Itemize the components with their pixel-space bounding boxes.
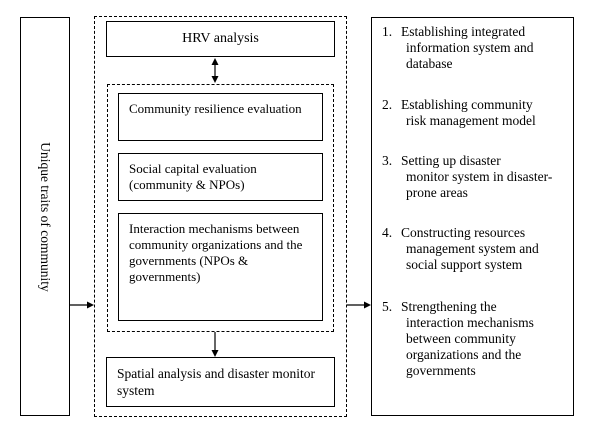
outcome-item bbox=[382, 153, 572, 201]
spatial-analysis-box bbox=[106, 357, 335, 407]
outcome-number: 4. bbox=[382, 225, 393, 240]
outcome-continuation: information system and database bbox=[406, 40, 534, 71]
outcome-item bbox=[382, 299, 572, 379]
outcome-first-line: Establishing community bbox=[401, 97, 533, 112]
outcome-continuation: management system and social support system bbox=[406, 241, 539, 272]
spatial-analysis-label: Spatial analysis and disaster monitor system bbox=[117, 366, 315, 398]
outcome-number: 3. bbox=[382, 153, 393, 168]
outcomes-box bbox=[371, 17, 574, 416]
outcome-first-line: Setting up disaster bbox=[401, 153, 501, 168]
hrv-analysis-label: HRV analysis bbox=[182, 31, 259, 46]
analysis-to-outcomes-arrowhead bbox=[364, 302, 371, 309]
outcome-continuation: interaction mechanisms between community organizations and the governments bbox=[406, 315, 534, 378]
social-capital-box bbox=[118, 153, 323, 201]
outcome-item bbox=[382, 225, 572, 273]
outcome-number: 5. bbox=[382, 299, 393, 314]
community-traits-box bbox=[20, 17, 70, 416]
outcome-first-line: Strengthening the bbox=[401, 299, 497, 314]
outcome-number: 2. bbox=[382, 97, 393, 112]
outcome-first-line: Establishing integrated bbox=[401, 24, 526, 39]
outcome-continuation: monitor system in disaster-prone areas bbox=[406, 169, 553, 200]
social-capital-label: Social capital evaluation (community & NPOs) bbox=[129, 161, 257, 192]
interaction-mechanisms-label: Interaction mechanisms between community organizations and the governments (NPOs & governments) bbox=[129, 221, 303, 284]
outcome-number: 1. bbox=[382, 24, 393, 39]
outcome-item bbox=[382, 24, 572, 72]
interaction-mechanisms-box bbox=[118, 213, 323, 321]
resilience-evaluation-box bbox=[118, 93, 323, 141]
community-traits-label: Unique traits of community bbox=[38, 141, 53, 292]
traits-to-analysis-arrowhead bbox=[87, 302, 94, 309]
hrv-analysis-box bbox=[106, 21, 335, 57]
outcome-item bbox=[382, 97, 572, 129]
resilience-evaluation-label: Community resilience evaluation bbox=[129, 101, 302, 116]
outcome-first-line: Constructing resources bbox=[401, 225, 526, 240]
outcome-continuation: risk management model bbox=[406, 113, 536, 128]
